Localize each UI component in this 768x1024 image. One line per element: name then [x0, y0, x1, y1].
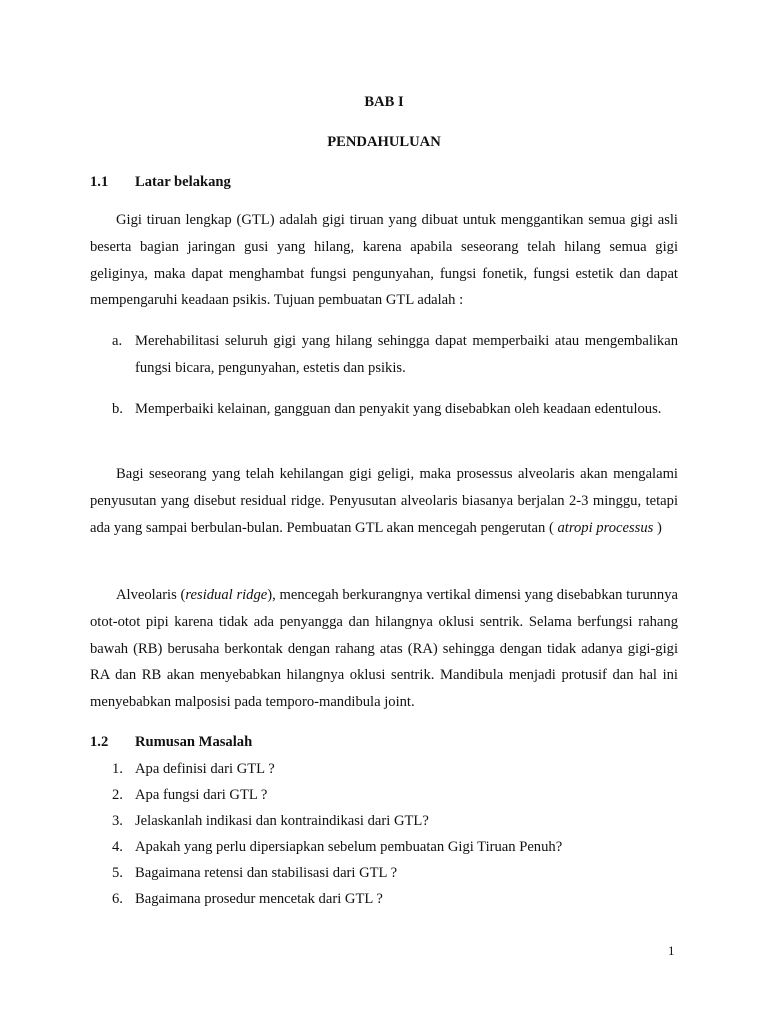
list-item-text: Bagaimana retensi dan stabilisasi dari GTL ? [135, 865, 398, 882]
paragraph-text-start: Alveolaris ( [116, 587, 186, 603]
list-marker: 2. [112, 787, 123, 804]
list-item-text: Memperbaiki kelainan, gangguan dan penyakit yang disebabkan oleh keadaan edentulous. [135, 400, 662, 417]
paragraph-residual-ridge [90, 461, 678, 541]
list-item [112, 396, 678, 423]
list-item [112, 328, 678, 382]
list-item [112, 886, 672, 912]
list-item-text: Apakah yang perlu dipersiapkan sebelum pembuatan Gigi Tiruan Penuh? [135, 839, 563, 856]
list-marker: 3. [112, 813, 123, 830]
paragraph-text: Bagi seseorang yang telah kehilangan gigi geligi, maka prosessus alveolaris akan mengalami penyusutan yang disebut residual ridge. Penyusutan alveolaris biasanya berjalan 2-3 minggu, tetapi ada yang sampai berbulan-bulan. Pembuatan GTL akan mencegah pengerutan ( [90, 466, 678, 536]
list-marker: 6. [112, 891, 123, 908]
section-number: 1.1 [90, 174, 109, 190]
section-title: Latar belakang [135, 174, 231, 190]
page-number: 1 [668, 943, 675, 958]
section-heading-1 [90, 174, 231, 191]
italic-term: atropi processus [557, 519, 654, 536]
list-item [112, 834, 672, 860]
paragraph-intro: Gigi tiruan lengkap (GTL) adalah gigi tiruan yang dibuat untuk menggantikan semua gigi asli beserta bagian jaringan gusi yang hilang, karena apabila seseorang telah hilang semua gigi geliginya, maka dapat menghambat fungsi pengunyahan, fungsi fonetik, fungsi estetik dan dapat mempengaruhi keadaan psikis. Tujuan pembuatan GTL adalah : [90, 212, 678, 309]
list-item [112, 782, 672, 808]
list-marker: b. [112, 400, 123, 417]
list-marker: 1. [112, 761, 123, 777]
paragraph-alveolaris [90, 582, 678, 716]
list-item-text: Jelaskanlah indikasi dan kontraindikasi dari GTL? [135, 813, 429, 830]
chapter-title: PENDAHULUAN [327, 134, 441, 150]
paragraph-text-close: ) [656, 519, 662, 536]
list-marker: 4. [112, 839, 123, 856]
section-heading-2 [90, 734, 252, 751]
list-item [112, 808, 672, 834]
list-item [112, 860, 672, 886]
list-item-text: Bagaimana prosedur mencetak dari GTL ? [135, 891, 383, 908]
chapter-label: BAB I [364, 94, 404, 110]
list-item [112, 756, 672, 782]
paragraph-text-rest: ), mencegah berkurangnya vertikal dimensi yang disebabkan turunnya otot-otot pipi karena tidak ada penyangga dan hilangnya oklusi sentrik. Selama berfungsi rahang bawah (RB) berusaha berkontak dengan rahang atas (RA) sehingga dengan tidak adanya gigi-gigi RA dan RB akan menyebabkan hilangnya oklusi sentrik. Mandibula menjadi protusif dan hal ini menyebabkan malposisi pada temporo-mandibula joint. [90, 587, 679, 711]
aims-list [112, 328, 678, 422]
italic-term: residual ridge [185, 587, 268, 603]
list-marker: 5. [112, 865, 123, 882]
section-number: 1.2 [90, 734, 109, 750]
section-title: Rumusan Masalah [135, 734, 253, 750]
questions-list [112, 756, 672, 913]
list-item-text: Apa fungsi dari GTL ? [135, 787, 268, 804]
list-item-text: Apa definisi dari GTL ? [135, 761, 275, 777]
list-marker: a. [112, 333, 123, 349]
list-item-text: Merehabilitasi seluruh gigi yang hilang sehingga dapat memperbaiki atau mengembalikan fungsi bicara, pengunyahan, estetis dan psikis. [135, 333, 678, 376]
